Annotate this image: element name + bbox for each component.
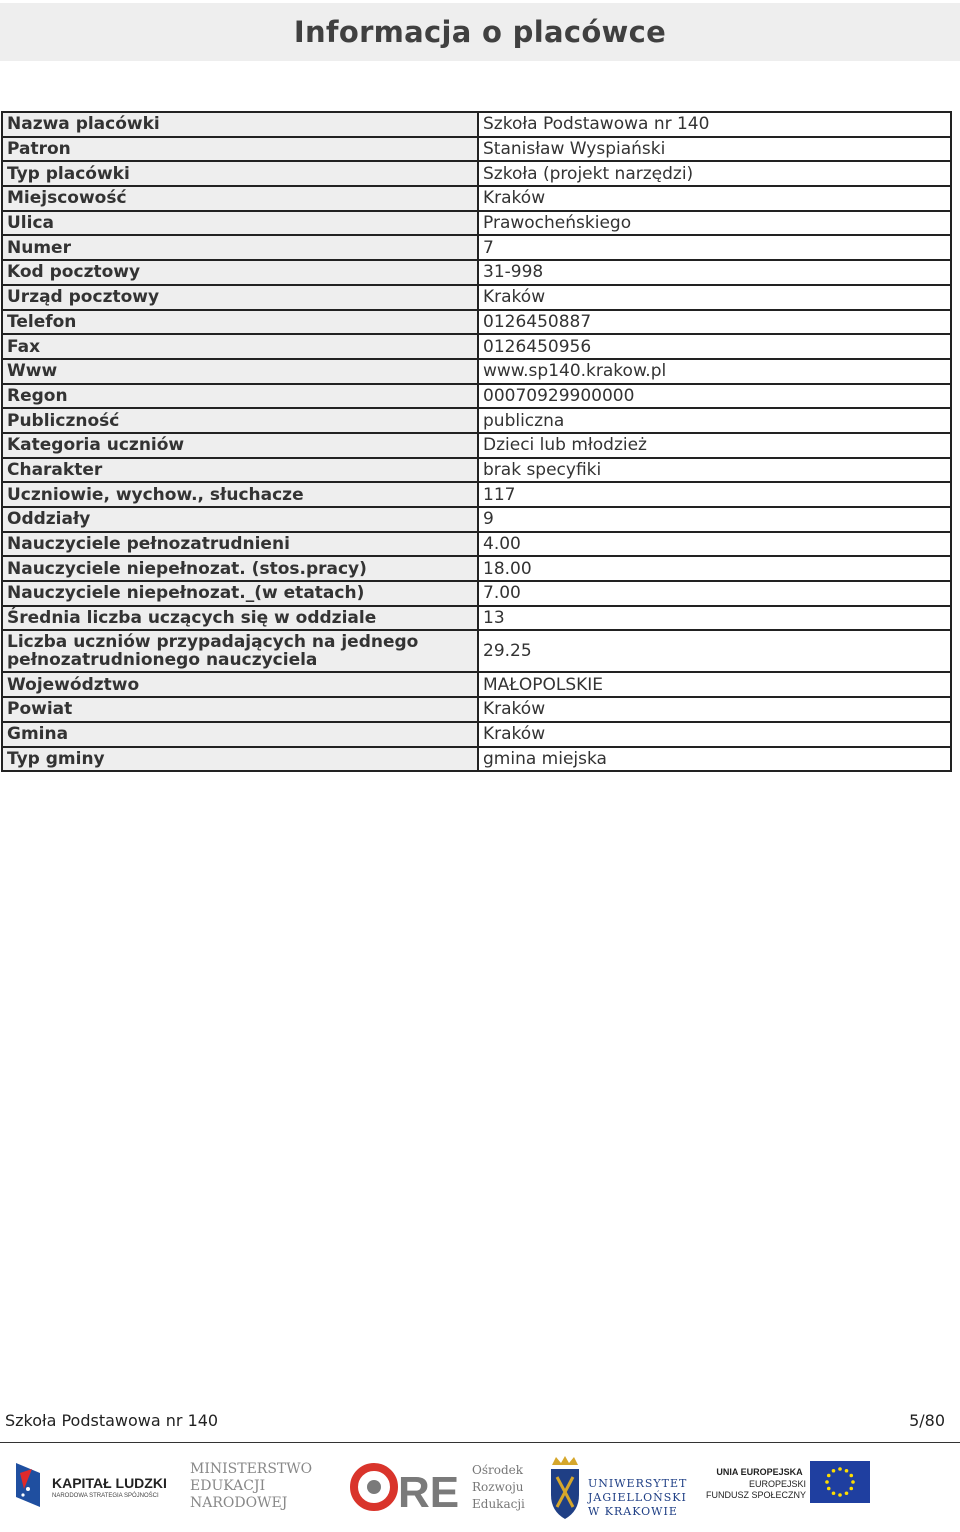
- table-row: [2, 532, 951, 557]
- row-label: Uczniowie, wychow., słuchacze: [2, 482, 478, 507]
- row-label: Nauczyciele niepełnozat._(w etatach): [2, 581, 478, 606]
- row-value: 31-998: [478, 260, 951, 285]
- row-value: 29.25: [478, 630, 951, 672]
- row-label: Miejscowość: [2, 186, 478, 211]
- row-label: Ulica: [2, 211, 478, 236]
- table-row: [2, 507, 951, 532]
- row-value: 0126450887: [478, 310, 951, 335]
- table-row: [2, 458, 951, 483]
- kapital-ludzki-subtitle: NARODOWA STRATEGIA SPÓJNOŚCI: [52, 1493, 159, 1499]
- row-label: Liczba uczniów przypadających na jednego pełnozatrudnionego nauczyciela: [2, 630, 478, 672]
- table-row: [2, 359, 951, 384]
- uj-line3: W KRAKOWIE: [588, 1505, 678, 1518]
- page-title: Informacja o placówce: [293, 15, 667, 49]
- table-row: [2, 408, 951, 433]
- row-label: Www: [2, 359, 478, 384]
- row-value: Szkoła Podstawowa nr 140: [478, 112, 951, 137]
- table-row: [2, 384, 951, 409]
- row-label: Numer: [2, 235, 478, 260]
- row-value: 117: [478, 482, 951, 507]
- row-value: publiczna: [478, 408, 951, 433]
- table-row: [2, 186, 951, 211]
- table-row: [2, 747, 951, 772]
- uj-logo: [548, 1453, 688, 1525]
- row-label: Gmina: [2, 722, 478, 747]
- row-value: Kraków: [478, 697, 951, 722]
- table-row: [2, 482, 951, 507]
- row-label: Fax: [2, 334, 478, 359]
- info-table: [1, 111, 952, 772]
- uj-crest-icon: [548, 1455, 582, 1521]
- table-row: [2, 722, 951, 747]
- row-value: Kraków: [478, 722, 951, 747]
- table-row: [2, 285, 951, 310]
- svg-text:RE: RE: [398, 1468, 460, 1517]
- ue-line1: UNIA EUROPEJSKA: [716, 1467, 803, 1477]
- footer-school-name: Szkoła Podstawowa nr 140: [5, 1411, 219, 1430]
- row-label: Kategoria uczniów: [2, 433, 478, 458]
- men-line1: MINISTERSTWO: [190, 1461, 313, 1477]
- row-label: Patron: [2, 137, 478, 162]
- row-label: Oddziały: [2, 507, 478, 532]
- row-label: Telefon: [2, 310, 478, 335]
- row-value: gmina miejska: [478, 747, 951, 772]
- row-value: MAŁOPOLSKIE: [478, 672, 951, 697]
- row-label: Nauczyciele pełnozatrudnieni: [2, 532, 478, 557]
- row-value: 18.00: [478, 556, 951, 581]
- ue-line2: EUROPEJSKI: [748, 1479, 806, 1489]
- men-line2: EDUKACJI: [190, 1478, 266, 1494]
- men-line3: NARODOWEJ: [190, 1495, 288, 1511]
- row-value: brak specyfiki: [478, 458, 951, 483]
- row-label: Typ placówki: [2, 161, 478, 186]
- page-number: 5/80: [909, 1411, 945, 1430]
- table-row: [2, 630, 951, 672]
- row-value: 13: [478, 606, 951, 631]
- row-label: Charakter: [2, 458, 478, 483]
- row-label: Województwo: [2, 672, 478, 697]
- row-label: Kod pocztowy: [2, 260, 478, 285]
- ore-mark-icon: [350, 1461, 460, 1517]
- row-label: Typ gminy: [2, 747, 478, 772]
- table-row: [2, 672, 951, 697]
- page-footer: [5, 1411, 945, 1431]
- table-row: [2, 137, 951, 162]
- footer-divider: [0, 1442, 960, 1443]
- table-row: [2, 260, 951, 285]
- title-bar: [0, 3, 960, 61]
- row-value: Kraków: [478, 285, 951, 310]
- ore-line3: Edukacji: [472, 1497, 525, 1511]
- row-value: Stanisław Wyspiański: [478, 137, 951, 162]
- row-value: 9: [478, 507, 951, 532]
- table-row: [2, 235, 951, 260]
- uj-line2: JAGIELLOŃSKI: [588, 1491, 687, 1504]
- row-value: 7: [478, 235, 951, 260]
- ore-line1: Ośrodek: [472, 1463, 524, 1477]
- row-label: Publiczność: [2, 408, 478, 433]
- row-label: Nazwa placówki: [2, 112, 478, 137]
- table-row: [2, 606, 951, 631]
- row-label: Powiat: [2, 697, 478, 722]
- row-value: 00070929900000: [478, 384, 951, 409]
- ue-logo: [706, 1453, 871, 1525]
- row-label: Urząd pocztowy: [2, 285, 478, 310]
- row-value: Dzieci lub młodzież: [478, 433, 951, 458]
- row-value: 7.00: [478, 581, 951, 606]
- table-row: [2, 112, 951, 137]
- table-row: [2, 310, 951, 335]
- men-logo: [190, 1453, 320, 1525]
- eu-flag-icon: [810, 1461, 870, 1503]
- kapital-ludzki-flag-icon: [10, 1459, 44, 1515]
- sponsor-logos: [0, 1453, 960, 1525]
- row-value: www.sp140.krakow.pl: [478, 359, 951, 384]
- ore-logo: [350, 1453, 525, 1525]
- kapital-ludzki-title: KAPITAŁ LUDZKI: [52, 1475, 167, 1491]
- row-label: Średnia liczba uczących się w oddziale: [2, 606, 478, 631]
- kapital-ludzki-logo: [10, 1453, 175, 1525]
- row-label: Nauczyciele niepełnozat. (stos.pracy): [2, 556, 478, 581]
- ore-line2: Rozwoju: [472, 1480, 524, 1494]
- table-row: [2, 334, 951, 359]
- table-row: [2, 211, 951, 236]
- table-row: [2, 697, 951, 722]
- table-row: [2, 556, 951, 581]
- row-value: 4.00: [478, 532, 951, 557]
- row-value: Prawocheńskiego: [478, 211, 951, 236]
- table-row: [2, 161, 951, 186]
- ue-line3: FUNDUSZ SPOŁECZNY: [706, 1490, 807, 1500]
- uj-line1: UNIWERSYTET: [588, 1477, 688, 1490]
- row-label: Regon: [2, 384, 478, 409]
- row-value: Szkoła (projekt narzędzi): [478, 161, 951, 186]
- table-row: [2, 433, 951, 458]
- row-value: 0126450956: [478, 334, 951, 359]
- row-value: Kraków: [478, 186, 951, 211]
- table-row: [2, 581, 951, 606]
